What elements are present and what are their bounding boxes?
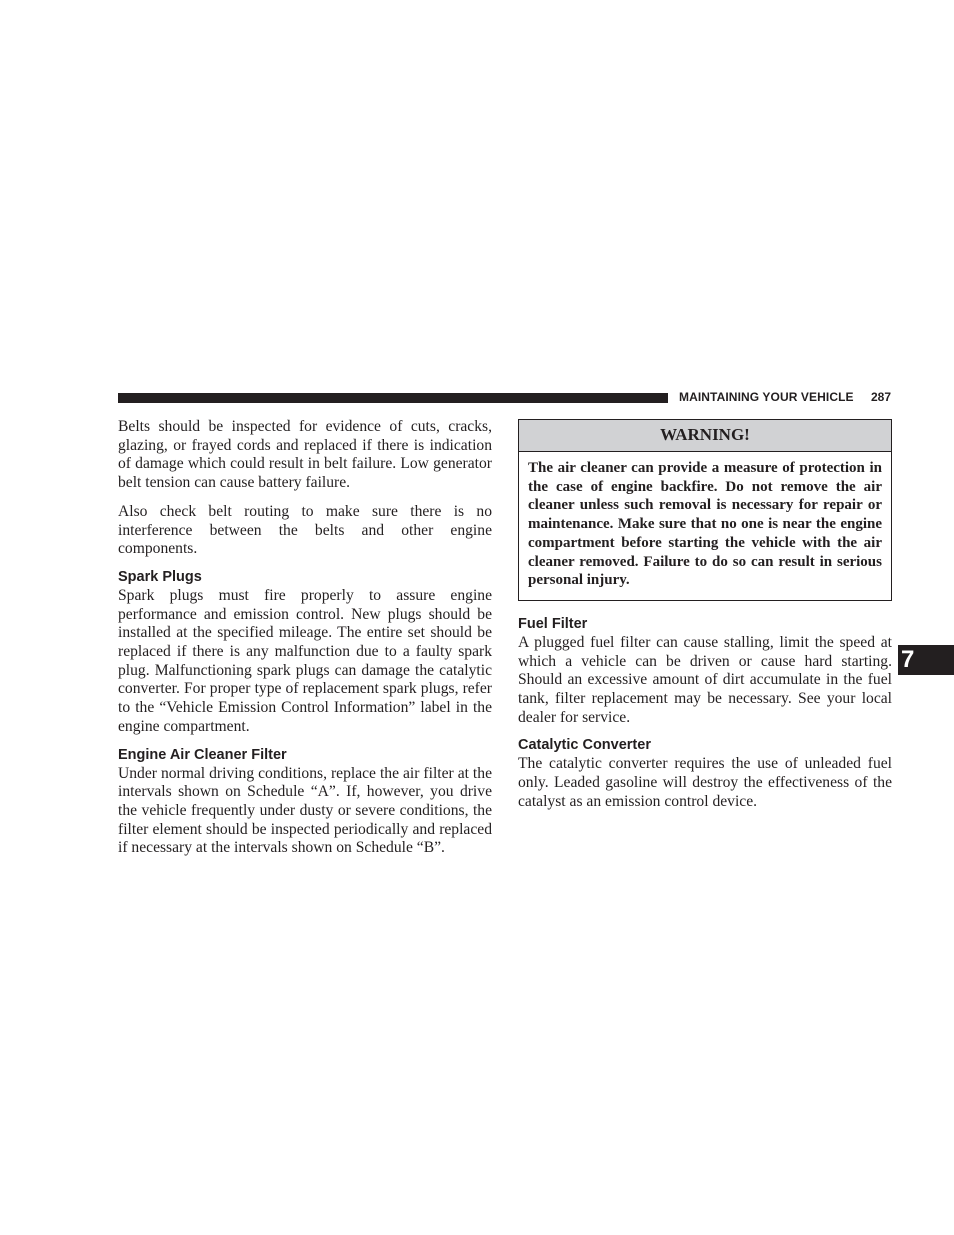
spark-plugs-heading: Spark Plugs xyxy=(118,568,202,585)
catalytic-converter-heading: Catalytic Converter xyxy=(518,737,651,754)
header-rule xyxy=(118,393,668,403)
right-column xyxy=(518,418,892,812)
warning-text: The air cleaner can provide a measure of protection in the case of engine backfire. Do not remove the air cleaner unless such removal is necessary for repair or maintenance. Make sure that no one is near the engine compartment before starting the vehicle with the air cleaner removed. Failure to do so can result in serious personal injury. xyxy=(528,460,882,589)
air-filter-paragraph: Under normal driving conditions, replace the air filter at the intervals shown on Schedule “A”. If, however, you drive the vehicle frequently under dusty or severe conditions, the filter element should be inspected periodically and replaced if necessary at the intervals shown on Schedule “B”. xyxy=(118,764,492,857)
section-title: MAINTAINING YOUR VEHICLE xyxy=(679,390,854,404)
left-column xyxy=(118,418,492,858)
belts-paragraph-2: Also check belt routing to make sure there is no interference between the belts and other engine components. xyxy=(118,502,492,558)
fuel-filter-heading: Fuel Filter xyxy=(518,615,588,632)
chapter-tab: 7 xyxy=(898,645,954,675)
fuel-filter-paragraph: A plugged fuel filter can cause stalling, limit the speed at which a vehicle can be driven or cause hard starting. Should an excessive amount of dirt accumulate in the fuel tank, filter replacement may be necessary. See your local dealer for service. xyxy=(518,633,892,726)
page-number: 287 xyxy=(871,390,892,404)
air-filter-heading: Engine Air Cleaner Filter xyxy=(118,746,287,763)
warning-title: WARNING! xyxy=(519,420,891,452)
belts-paragraph-1: Belts should be inspected for evidence of cuts, cracks, glazing, or frayed cords and replaced if there is indication of damage which could result in belt failure. Low generator belt tension can cause battery failure. xyxy=(118,418,492,492)
warning-box xyxy=(518,419,892,601)
catalytic-converter-paragraph: The catalytic converter requires the use of unleaded fuel only. Leaded gasoline will destroy the effectiveness of the catalyst as an emission control device. xyxy=(518,755,892,810)
spark-plugs-paragraph: Spark plugs must fire properly to assure engine performance and emission control. New plugs should be installed at the specified mileage. The entire set should be replaced if there is any malfunction due to a faulty spark plug. Malfunctioning spark plugs can damage the catalytic converter. For proper type of replacement spark plugs, refer to the “Vehicle Emission Control Information” label in the engine compartment. xyxy=(118,586,492,735)
